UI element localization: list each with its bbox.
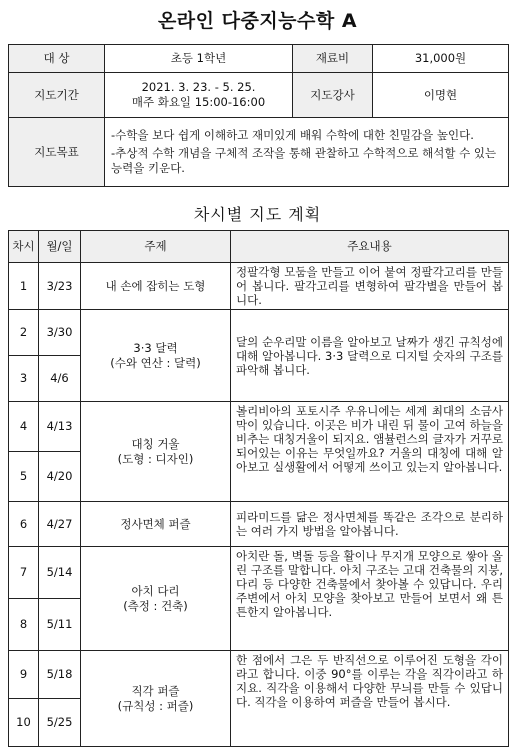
header-date: 월/일 [39,231,81,263]
goal-line-2: -추상적 수학 개념을 구체적 조작을 통해 관찰하고 수학적으로 해석할 수 있는 능력을 키운다. [111,146,497,175]
course-info-table [8,44,509,187]
schedule-title: 차시별 지도 계획 [193,205,322,224]
period-time: 매주 화요일 15:00-16:00 [131,95,266,109]
session-topic [81,651,231,747]
goal-text [105,118,509,187]
goal-line-1: -수학을 보다 쉽게 이해하고 재미있게 배워 수학에 대한 친밀감을 높인다. [111,128,474,142]
schedule-table [8,230,509,747]
session-content: 아치란 돌, 벽돌 등을 활이나 무지개 모양으로 쌓아 올린 구조를 말합니다. 아치 구조는 고대 건축물의 지붕, 다리 등 다양한 건축물에서 찾아볼 수 있답니다. 우리 주변에서 아치 모양을 찾아보고 만들어 보면서 왜 튼튼한지 알아봅니다. [231,547,509,651]
topic-category: (도형 : 디자인) [117,451,194,466]
fee-label: 재료비 [293,45,373,73]
topic-category: (규칙성 : 퍼즐) [117,698,194,713]
table-row [9,547,509,599]
header-topic: 주제 [81,231,231,263]
document-title: 온라인 다중지능수학 A [157,10,358,32]
target-value: 초등 1학년 [105,45,293,73]
session-topic [81,402,231,502]
session-number: 8 [9,599,39,651]
session-content: 정팔각형 모둠을 만들고 이어 붙여 정팔각고리를 만들어 봅니다. 팔각고리를 변형하여 팔각별을 만들어 봅니다. [231,263,509,310]
session-date: 5/11 [39,599,81,651]
session-number: 10 [9,699,39,747]
session-date: 4/27 [39,502,81,547]
session-number: 9 [9,651,39,699]
goal-label: 지도목표 [9,118,105,187]
session-date: 5/25 [39,699,81,747]
period-dates: 2021. 3. 23. - 5. 25. [141,80,256,94]
table-row [9,402,509,452]
session-topic [81,310,231,402]
table-row [9,310,509,356]
topic-name: 3·3 달력 [133,340,178,355]
period-label: 지도기간 [9,73,105,118]
session-number: 1 [9,263,39,310]
topic-name: 아치 다리 [131,583,180,598]
session-number: 5 [9,452,39,502]
session-date: 3/23 [39,263,81,310]
table-row [9,502,509,547]
period-value [105,73,293,118]
session-content: 한 점에서 그은 두 반직선으로 이루어진 도형을 각이라고 합니다. 이중 90°를 이루는 각을 직각이라고 하지요. 직각을 이용해서 다양한 무늬를 만들 수 있답니다. 직각을 이용하여 퍼즐을 만들어 봅시다. [231,651,509,747]
session-number: 4 [9,402,39,452]
table-row [9,651,509,699]
header-content: 주요내용 [231,231,509,263]
session-content: 볼리비아의 포토시주 우유니에는 세계 최대의 소금사막이 있습니다. 이곳은 비가 내린 뒤 물이 고여 하늘을 비추는 대칭거울이 되지요. 앰뷸런스의 글자가 거꾸로 되어있는 이유는 무엇일까요? 거울의 대칭에 대해 알아보고 실생활에서 어떻게 쓰이고 있는지 알아봅니다. [231,402,509,502]
session-number: 7 [9,547,39,599]
session-content: 피라미드를 닮은 정사면체를 똑같은 조각으로 분리하는 여러 가지 방법을 알아봅니다. [231,502,509,547]
session-number: 2 [9,310,39,356]
session-topic [81,547,231,651]
target-label: 대 상 [9,45,105,73]
topic-name: 정사면체 퍼즐 [120,516,191,531]
session-date: 5/18 [39,651,81,699]
session-number: 6 [9,502,39,547]
session-date: 5/14 [39,547,81,599]
table-row [9,263,509,310]
topic-name: 내 손에 잡히는 도형 [105,278,206,293]
session-number: 3 [9,356,39,402]
session-date: 3/30 [39,310,81,356]
fee-value: 31,000원 [373,45,509,73]
session-content: 달의 순우리말 이름을 알아보고 날짜가 생긴 규칙성에 대해 알아봅니다. 3·3 달력으로 디지털 숫자의 구조를 파악해 봅니다. [231,310,509,402]
topic-name: 직각 퍼즐 [131,683,180,698]
session-topic [81,502,231,547]
header-session: 차시 [9,231,39,263]
session-date: 4/20 [39,452,81,502]
topic-name: 대칭 거울 [131,436,180,451]
teacher-value: 이명현 [373,73,509,118]
teacher-label: 지도강사 [293,73,373,118]
session-date: 4/13 [39,402,81,452]
topic-category: (측정 : 건축) [123,598,188,613]
session-topic [81,263,231,310]
topic-category: (수와 연산 : 달력) [110,355,201,370]
session-date: 4/6 [39,356,81,402]
